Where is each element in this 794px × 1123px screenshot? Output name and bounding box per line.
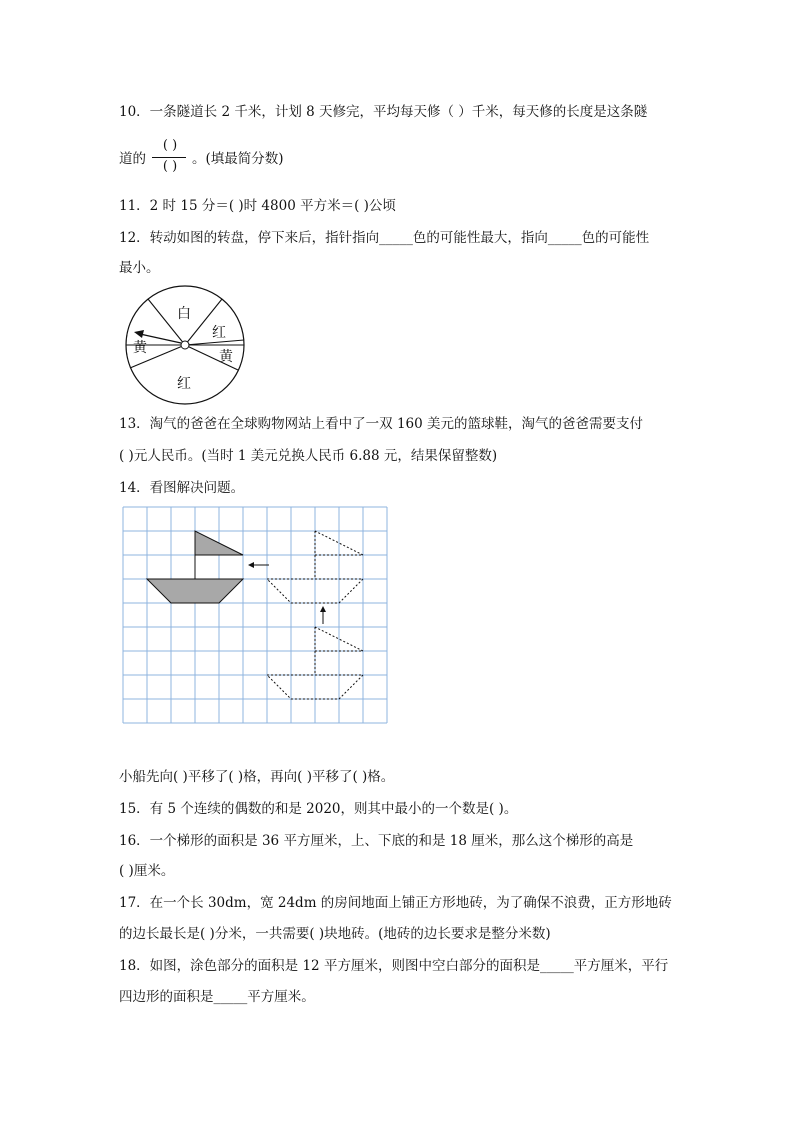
fraction-numerator: ( ) — [162, 138, 178, 153]
q17-line1: 17．在一个长 30dm，宽 24dm 的房间地面上铺正方形地砖，为了确保不浪费，正方形地砖 — [119, 895, 672, 911]
boat-grid-figure — [122, 506, 388, 726]
sector-label-left: 黄 — [133, 340, 147, 356]
fraction-bar — [152, 157, 186, 158]
q10-line1: 10．一条隧道长 2 千米，计划 8 天修完，平均每天修（ ）千米，每天修的长度是这条隧 — [119, 104, 648, 120]
q14-answer-line: 小船先向( )平移了( )格，再向( )平移了( )格。 — [119, 769, 395, 785]
q10-line2-suffix: 。(填最简分数) — [192, 151, 284, 167]
q11-line: 11．2 时 15 分＝( )时 4800 平方米＝( )公顷 — [119, 198, 396, 214]
boat-hull-shaded — [147, 579, 243, 603]
fraction-denominator: ( ) — [162, 159, 178, 174]
q10-line2-prefix: 道的 — [119, 151, 146, 167]
sector-label-top: 白 — [177, 306, 191, 322]
q17-line2: 的边长最长是( )分米，一共需要( )块地砖。(地砖的边长要求是整分米数) — [119, 926, 551, 942]
q16-line1: 16．一个梯形的面积是 36 平方厘米，上、下底的和是 18 厘米，那么这个梯形的高是 — [119, 833, 634, 849]
q12-line1: 12．转动如图的转盘，停下来后，指针指向_____色的可能性最大，指向_____色的可能性 — [119, 230, 650, 246]
q16-line2: ( )厘米。 — [119, 863, 175, 879]
q12-line2: 最小。 — [119, 260, 160, 276]
grid-lines — [123, 507, 387, 723]
spinner-center — [181, 341, 189, 349]
q18-line2: 四边形的面积是_____平方厘米。 — [119, 989, 315, 1005]
q10-fraction-blank[interactable] — [150, 138, 190, 178]
q18-line1: 18．如图，涂色部分的面积是 12 平方厘米，则图中空白部分的面积是_____平方厘米，平行 — [119, 958, 669, 974]
left-arrowhead — [248, 562, 254, 568]
up-arrowhead — [320, 606, 326, 612]
q13-line1: 13．淘气的爸爸在全球购物网站上看中了一双 160 美元的篮球鞋，淘气的爸爸需要支付 — [119, 416, 644, 432]
q14-title: 14．看图解决问题。 — [119, 480, 245, 496]
sector-label-right: 黄 — [219, 349, 233, 365]
q13-line2: ( )元人民币。(当时 1 美元兑换人民币 6.88 元，结果保留整数) — [119, 448, 498, 464]
spinner-figure — [120, 282, 250, 412]
sector-label-upper-right: 红 — [212, 325, 226, 341]
sector-label-bottom: 红 — [177, 376, 191, 392]
q15-line: 15．有 5 个连续的偶数的和是 2020，则其中最小的一个数是( )。 — [119, 801, 518, 817]
